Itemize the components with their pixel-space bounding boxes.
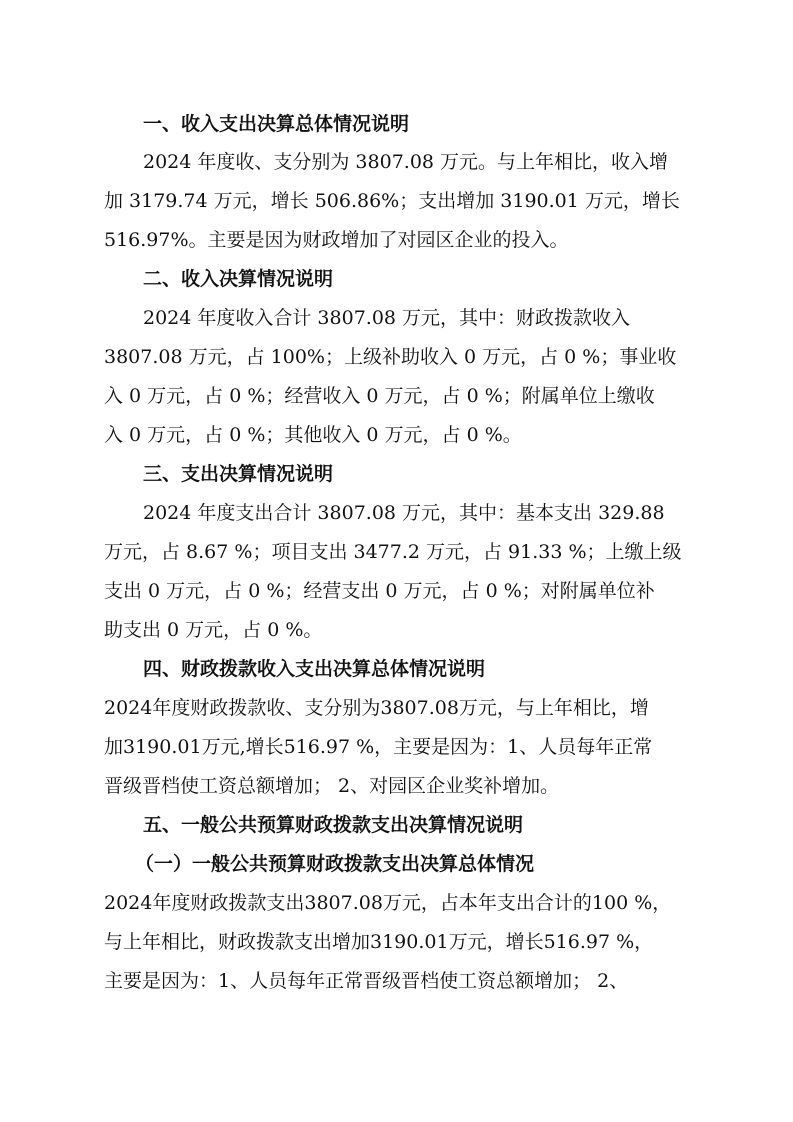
- body-line: 万元，占 8.67 %；项目支出 3477.2 万元，占 91.33 %；上缴上级: [104, 541, 682, 563]
- body-line: 2024 年度收入合计 3807.08 万元，其中：财政拨款收入: [143, 307, 631, 329]
- body-line: 516.97%。主要是因为财政增加了对园区企业的投入。: [104, 229, 569, 251]
- section-heading-1: 一、收入支出决算总体情况说明: [143, 113, 410, 135]
- body-line: 加 3179.74 万元，增长 506.86%；支出增加 3190.01 万元，增长: [104, 190, 680, 212]
- body-line: 2024 年度支出合计 3807.08 万元，其中：基本支出 329.88: [143, 502, 665, 524]
- body-line: 晋级晋档使工资总额增加； 2、对园区企业奖补增加。: [104, 775, 560, 797]
- section-heading-3: 三、支出决算情况说明: [143, 463, 334, 485]
- body-line: 入 0 万元，占 0 %；经营收入 0 万元，占 0 %；附属单位上缴收: [104, 385, 655, 407]
- body-line: 助支出 0 万元，占 0 %。: [104, 619, 323, 641]
- section-heading-5: 五、一般公共预算财政拨款支出决算情况说明: [143, 814, 524, 836]
- body-line: 2024 年度收、支分别为 3807.08 万元。与上年相比，收入增: [143, 151, 669, 173]
- body-line: 与上年相比，财政拨款支出增加3190.01万元，增长516.97 %，: [104, 931, 654, 953]
- body-line: 支出 0 万元，占 0 %；经营支出 0 万元，占 0 %；对附属单位补: [104, 580, 655, 602]
- body-line: 主要是因为：1、人员每年正常晋级晋档使工资总额增加； 2、: [104, 970, 629, 992]
- body-line: 2024年度财政拨款支出3807.08万元，占本年支出合计的100 %，: [104, 892, 672, 914]
- body-line: 加3190.01万元,增长516.97 %，主要是因为：1、人员每年正常: [104, 736, 653, 758]
- section-heading-4: 四、财政拨款收入支出决算总体情况说明: [143, 658, 486, 680]
- subsection-heading: （一）一般公共预算财政拨款支出决算总体情况: [135, 853, 535, 875]
- section-heading-2: 二、收入决算情况说明: [143, 268, 334, 290]
- body-line: 入 0 万元，占 0 %；其他收入 0 万元，占 0 %。: [104, 424, 522, 446]
- body-line: 3807.08 万元，占 100%；上级补助收入 0 万元，占 0 %；事业收: [104, 346, 677, 368]
- body-line: 2024年度财政拨款收、支分别为3807.08万元，与上年相比，增: [104, 697, 649, 719]
